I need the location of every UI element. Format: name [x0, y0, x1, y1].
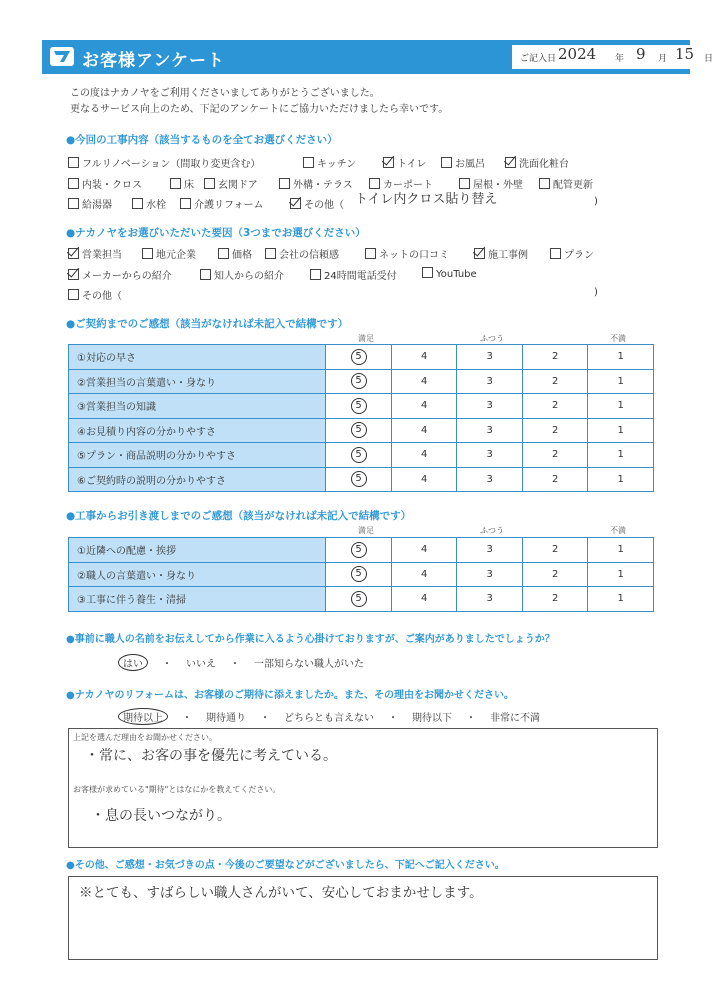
q1-option-label: 内装・クロス [82, 180, 142, 191]
q2-option[interactable] [550, 246, 594, 261]
empty-box-icon[interactable] [303, 157, 314, 168]
rating-cell[interactable] [457, 418, 523, 443]
rating-cell[interactable] [522, 394, 588, 419]
choice-option[interactable]: 期待通り [206, 713, 246, 724]
empty-box-icon[interactable] [142, 248, 153, 259]
q3-rating-table [68, 344, 654, 492]
rating-value: 3 [486, 375, 493, 387]
rating-cell[interactable] [326, 345, 392, 370]
empty-box-icon[interactable] [170, 178, 181, 189]
rating-value: 5 [351, 398, 367, 414]
rating-value: 5 [351, 349, 367, 365]
rating-row [69, 345, 654, 370]
empty-box-icon[interactable] [550, 248, 561, 259]
rating-value: 1 [617, 568, 624, 580]
separator: ・ [162, 659, 172, 670]
separator: ・ [466, 713, 476, 724]
rating-cell[interactable] [457, 538, 523, 563]
rating-value: 3 [486, 473, 493, 485]
empty-box-icon[interactable] [180, 198, 191, 209]
q1-option-label: 介護リフォーム [194, 200, 264, 211]
rating-value: 4 [420, 351, 428, 363]
empty-box-icon[interactable] [539, 178, 550, 189]
q2-heading: ●ナカノヤをお選びいただいた要因（3つまでお選びください） [66, 227, 366, 239]
rating-value: 1 [617, 375, 624, 387]
choice-option[interactable]: 一部知らない職人がいた [254, 659, 364, 670]
q2-option[interactable] [474, 246, 528, 261]
form-header [42, 40, 714, 74]
q1-option[interactable] [132, 196, 166, 211]
rating-item-label: ②営業担当の言葉遣い・身なり [69, 369, 326, 394]
rating-item-label: ③営業担当の知識 [69, 394, 326, 419]
rating-value: 2 [552, 568, 559, 580]
rating-cell[interactable] [326, 562, 392, 587]
q2-option[interactable] [142, 246, 196, 261]
separator: ・ [182, 713, 192, 724]
scale-high-2: 満足 [358, 526, 374, 535]
rating-value: 3 [486, 424, 493, 436]
rating-value: 5 [351, 447, 367, 463]
q1-option-label: キッチン [317, 159, 357, 170]
date-year: 2024 [558, 45, 597, 63]
rating-value: 1 [617, 400, 624, 412]
checked-box-icon[interactable] [505, 157, 516, 168]
company-logo-icon [50, 47, 74, 66]
rating-cell[interactable] [522, 562, 588, 587]
q2-option-label: 知人からの紹介 [214, 271, 284, 282]
q6-options [118, 708, 554, 725]
rating-value: 2 [552, 400, 559, 412]
empty-box-icon[interactable] [310, 269, 321, 280]
day-unit: 日 [704, 54, 714, 64]
rating-cell[interactable] [588, 562, 654, 587]
rating-value: 3 [486, 544, 493, 556]
q1-heading: ●今回の工事内容（該当するものを全てお選びください） [66, 134, 338, 146]
rating-cell[interactable] [457, 443, 523, 468]
rating-row [69, 418, 654, 443]
rating-value: 1 [617, 544, 624, 556]
q1-option[interactable] [68, 155, 260, 170]
q1-option-label: その他（ [304, 200, 344, 211]
choice-option[interactable]: いいえ [186, 659, 216, 670]
scale-low: 不満 [610, 334, 626, 343]
rating-value: 4 [420, 375, 428, 387]
rating-value: 5 [351, 591, 367, 607]
rating-cell[interactable] [391, 562, 457, 587]
rating-value: 3 [486, 449, 493, 461]
q1-option[interactable] [383, 155, 427, 170]
q1-option[interactable] [303, 155, 356, 170]
separator: ・ [388, 713, 398, 724]
q1-option-label: 水栓 [146, 200, 166, 211]
empty-box-icon[interactable] [218, 248, 229, 259]
rating-value: 2 [552, 473, 559, 485]
rating-row [69, 394, 654, 419]
q1-option-label: 配管更新 [553, 180, 593, 191]
scale-low-2: 不満 [610, 526, 626, 535]
rating-value: 1 [617, 351, 624, 363]
rating-value: 5 [351, 542, 367, 558]
q1-option-label: 洗面化粧台 [519, 159, 569, 170]
rating-row [69, 538, 654, 563]
expect-answer: ・息の長いつながり。 [91, 808, 231, 824]
rating-value: 3 [486, 400, 493, 412]
scale-mid-2: ふつう [480, 526, 504, 535]
rating-cell[interactable] [457, 562, 523, 587]
q2-other-close: ) [594, 287, 598, 298]
rating-cell[interactable] [457, 467, 523, 492]
rating-cell[interactable] [588, 467, 654, 492]
empty-box-icon[interactable] [422, 267, 433, 278]
q2-option-label: その他（ [82, 291, 122, 302]
rating-cell[interactable] [326, 443, 392, 468]
choice-option[interactable]: 期待以下 [412, 713, 452, 724]
rating-value: 5 [351, 373, 367, 389]
rating-item-label: ②職人の言葉遣い・身なり [69, 562, 326, 587]
rating-value: 1 [617, 473, 624, 485]
rating-value: 5 [351, 422, 367, 438]
empty-box-icon[interactable] [68, 178, 79, 189]
rating-row [69, 369, 654, 394]
q2-option[interactable] [265, 246, 339, 261]
rating-value: 4 [420, 400, 428, 412]
rating-value: 4 [420, 593, 428, 605]
rating-cell[interactable] [391, 443, 457, 468]
checked-box-icon[interactable] [68, 269, 79, 280]
rating-cell[interactable] [391, 394, 457, 419]
rating-cell[interactable] [522, 443, 588, 468]
q2-option-label: 会社の信頼感 [279, 250, 339, 261]
q1-other-close: ) [594, 196, 598, 207]
rating-value: 4 [420, 473, 428, 485]
q6-reason-box[interactable] [68, 728, 658, 848]
rating-value: 5 [351, 471, 367, 487]
rating-cell[interactable] [326, 538, 392, 563]
q5-options [118, 654, 378, 671]
q2-option-label: 地元企業 [156, 250, 196, 261]
q1-option-label: 床 [184, 180, 194, 191]
q1-option[interactable] [68, 176, 142, 191]
q1-option-label: カーポート [383, 180, 433, 191]
intro-line-2: 更なるサービス向上のため、下記のアンケートにご協力いただけましたら幸いです。 [70, 104, 449, 115]
rating-cell[interactable] [457, 587, 523, 612]
rating-cell[interactable] [588, 369, 654, 394]
empty-box-icon[interactable] [200, 269, 211, 280]
q1-option-label: フルリノベーション（間取り変更含む） [82, 159, 261, 170]
rating-value: 4 [420, 568, 428, 580]
rating-cell[interactable] [326, 467, 392, 492]
rating-row [69, 443, 654, 468]
rating-cell[interactable] [326, 418, 392, 443]
checked-box-icon[interactable] [474, 248, 485, 259]
empty-box-icon[interactable] [68, 289, 79, 300]
empty-box-icon[interactable] [279, 178, 290, 189]
empty-box-icon[interactable] [365, 248, 376, 259]
rating-row [69, 562, 654, 587]
rating-value: 4 [420, 449, 428, 461]
rating-cell[interactable] [588, 538, 654, 563]
rating-cell[interactable] [522, 467, 588, 492]
rating-value: 3 [486, 568, 493, 580]
q1-option-label: 玄関ドア [218, 180, 258, 191]
q2-option[interactable] [218, 246, 252, 261]
rating-cell[interactable] [588, 587, 654, 612]
rating-value: 2 [552, 544, 559, 556]
rating-cell[interactable] [588, 345, 654, 370]
rating-cell[interactable] [522, 418, 588, 443]
q2-option[interactable] [68, 267, 172, 282]
date-day: 15 [675, 45, 695, 63]
intro-line-1: この度はナカノヤをご利用くださいましてありがとうございました。 [70, 88, 380, 99]
rating-cell[interactable] [391, 418, 457, 443]
q1-option-label: 屋根・外壁 [473, 180, 523, 191]
rating-item-label: ④お見積り内容の分かりやすさ [69, 418, 326, 443]
rating-cell[interactable] [391, 538, 457, 563]
q6-heading: ●ナカノヤのリフォームは、お客様のご期待に添えましたか。また、その理由をお聞かせください。 [66, 690, 515, 701]
q1-option[interactable] [505, 155, 569, 170]
rating-cell[interactable] [326, 369, 392, 394]
q1-option[interactable] [170, 176, 194, 191]
rating-value: 2 [552, 375, 559, 387]
q2-option-label: 24時間電話受付 [324, 271, 397, 282]
q1-other-text: トイレ内クロス貼り替え [355, 192, 498, 207]
q4-heading: ●工事からお引き渡しまでのご感想（該当がなければ未記入で結構です） [66, 510, 412, 522]
checked-box-icon[interactable] [68, 248, 79, 259]
q2-option-label: 価格 [232, 250, 252, 261]
rating-cell[interactable] [457, 394, 523, 419]
q1-option-label: 外構・テラス [293, 180, 353, 191]
rating-item-label: ①対応の早さ [69, 345, 326, 370]
rating-value: 2 [552, 351, 559, 363]
rating-cell[interactable] [522, 345, 588, 370]
rating-value: 2 [552, 424, 559, 436]
rating-value: 3 [486, 593, 493, 605]
choice-option[interactable]: どちらとも言えない [284, 713, 374, 724]
rating-cell[interactable] [522, 538, 588, 563]
empty-box-icon[interactable] [441, 157, 452, 168]
form-title: お客様アンケート [82, 51, 225, 71]
q2-option[interactable] [200, 267, 284, 282]
q2-option[interactable] [68, 246, 122, 261]
rating-cell[interactable] [522, 587, 588, 612]
rating-row [69, 587, 654, 612]
empty-box-icon[interactable] [68, 198, 79, 209]
rating-value: 1 [617, 424, 624, 436]
q2-option-label: ネットの口コミ [379, 250, 449, 261]
year-unit: 年 [615, 54, 625, 64]
q1-option[interactable] [204, 176, 258, 191]
q1-option[interactable] [279, 176, 353, 191]
q2-option-label: 施工事例 [488, 250, 528, 261]
expect-label: お客様が求めている"期待"とはなにかを教えてください。 [73, 785, 281, 794]
q2-option[interactable] [422, 267, 477, 280]
separator: ・ [260, 713, 270, 724]
q1-option-label: お風呂 [455, 159, 485, 170]
rating-item-label: ⑥ご契約時の説明の分かりやすさ [69, 467, 326, 492]
rating-value: 2 [552, 593, 559, 605]
rating-cell[interactable] [391, 345, 457, 370]
q4-rating-table [68, 537, 654, 612]
q1-option[interactable] [180, 196, 264, 211]
rating-cell[interactable] [522, 369, 588, 394]
choice-option[interactable]: 非常に不満 [490, 713, 540, 724]
q1-option[interactable] [539, 176, 593, 191]
rating-value: 4 [420, 424, 428, 436]
empty-box-icon[interactable] [68, 157, 79, 168]
rating-value: 1 [617, 449, 624, 461]
rating-cell[interactable] [457, 345, 523, 370]
q2-option-label: メーカーからの紹介 [82, 271, 172, 282]
rating-cell[interactable] [588, 443, 654, 468]
checked-box-icon[interactable] [383, 157, 394, 168]
scale-high: 満足 [358, 334, 374, 343]
rating-row [69, 467, 654, 492]
rating-cell[interactable] [391, 369, 457, 394]
q7-heading: ●その他、ご感想・お気づきの点・今後のご要望などがございましたら、下記へご記入ください。 [66, 860, 505, 871]
q1-option-label: 給湯器 [82, 200, 112, 211]
q5-heading: ●事前に職人の名前をお伝えしてから作業に入るよう心掛けておりますが、ご案内がありましたでしょうか？ [66, 634, 555, 645]
q3-heading: ●ご契約までのご感想（該当がなければ未記入で結構です） [66, 318, 349, 330]
date-field[interactable] [512, 45, 724, 69]
rating-value: 3 [486, 351, 493, 363]
choice-option[interactable]: 期待以上 [118, 708, 168, 725]
reason-answer: ・常に、お客の事を優先に考えている。 [85, 748, 337, 764]
q2-option[interactable] [365, 246, 449, 261]
q2-option[interactable] [68, 287, 122, 302]
rating-cell[interactable] [391, 587, 457, 612]
rating-cell[interactable] [588, 394, 654, 419]
q7-answer: ※とても、すばらしい職人さんがいて、安心しておまかせします。 [79, 885, 483, 901]
rating-value: 4 [420, 544, 428, 556]
rating-value: 5 [351, 566, 367, 582]
empty-box-icon[interactable] [132, 198, 143, 209]
q2-option-label: YouTube [436, 269, 477, 280]
q2-option-label: プラン [564, 250, 594, 261]
choice-option[interactable]: はい [118, 654, 148, 671]
rating-cell[interactable] [457, 369, 523, 394]
q2-option-label: 営業担当 [82, 250, 122, 261]
rating-cell[interactable] [391, 467, 457, 492]
rating-cell[interactable] [326, 394, 392, 419]
q1-option[interactable] [441, 155, 485, 170]
q1-option[interactable] [290, 196, 344, 211]
month-unit: 月 [658, 54, 668, 64]
date-label: ご記入日 [520, 54, 557, 64]
checked-box-icon[interactable] [290, 198, 301, 209]
rating-item-label: ③工事に伴う養生・清掃 [69, 587, 326, 612]
rating-cell[interactable] [326, 587, 392, 612]
separator: ・ [230, 659, 240, 670]
rating-item-label: ⑤プラン・商品説明の分かりやすさ [69, 443, 326, 468]
empty-box-icon[interactable] [265, 248, 276, 259]
q1-option[interactable] [68, 196, 112, 211]
q7-comment-box[interactable] [68, 876, 658, 960]
scale-mid: ふつう [480, 334, 504, 343]
q1-option-label: トイレ [397, 159, 427, 170]
date-month: 9 [636, 45, 646, 63]
q2-option[interactable] [310, 267, 397, 282]
reason-label: 上記を選んだ理由をお聞かせください。 [73, 733, 217, 742]
rating-cell[interactable] [588, 418, 654, 443]
rating-item-label: ①近隣への配慮・挨拶 [69, 538, 326, 563]
empty-box-icon[interactable] [204, 178, 215, 189]
rating-value: 1 [617, 593, 624, 605]
rating-value: 2 [552, 449, 559, 461]
